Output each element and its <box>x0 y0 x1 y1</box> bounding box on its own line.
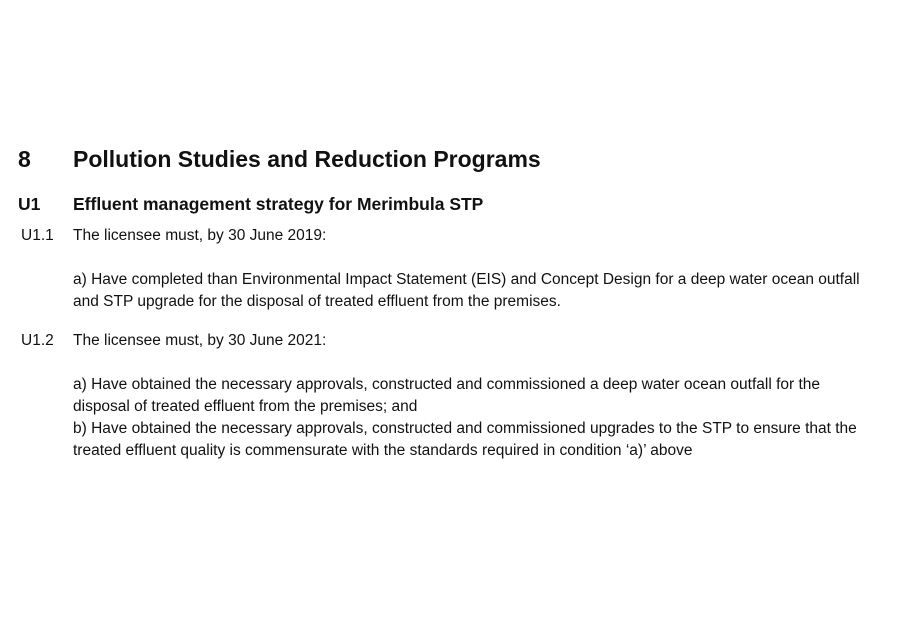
subsection-title: Effluent management strategy for Merimbula STP <box>73 194 484 214</box>
subsection-number: U1 <box>18 194 41 214</box>
subsection-heading <box>18 194 483 215</box>
section-number: 8 <box>18 146 31 172</box>
clause-number: U1.1 <box>21 227 54 244</box>
clause-lead: The licensee must, by 30 June 2021: <box>73 332 327 349</box>
clause-items <box>73 374 873 462</box>
clause-u1-1 <box>21 225 873 313</box>
clause-u1-2 <box>21 330 873 462</box>
clause-body <box>73 330 873 462</box>
clause-item-a: a) Have completed than Environmental Impact Statement (EIS) and Concept Design for a deep water ocean outfall and STP upgrade for the disposal of treated effluent from the premises. <box>73 271 860 310</box>
section-heading <box>18 146 541 173</box>
clause-number: U1.2 <box>21 332 54 349</box>
clause-body <box>73 225 873 313</box>
clause-item-a: a) Have obtained the necessary approvals, constructed and commissioned a deep water ocean outfall for the disposal of treated effluent from the premises; and <box>73 376 821 415</box>
clause-item-b: b) Have obtained the necessary approvals, constructed and commissioned upgrades to the STP to ensure that the treated effluent quality is commensurate with the standards required in condition ‘a)’ above <box>73 420 857 459</box>
clause-items <box>73 269 873 313</box>
section-title: Pollution Studies and Reduction Programs <box>73 146 541 172</box>
clause-lead: The licensee must, by 30 June 2019: <box>73 227 327 244</box>
